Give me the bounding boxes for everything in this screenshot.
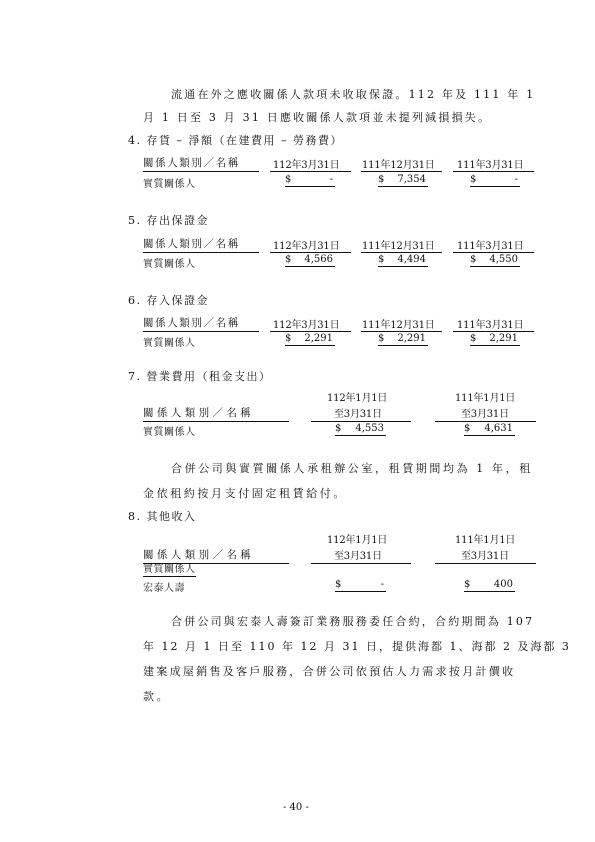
section-7-note-line-1: 合併公司與實質關係人承租辦公室，租賃期間均為 1 年，租 — [171, 462, 533, 475]
amount: 4,631 — [484, 423, 513, 434]
section-4-col-3-header: 111年3月31日 — [457, 160, 524, 171]
amount: 2,291 — [489, 333, 518, 344]
amount: 4,566 — [304, 254, 333, 265]
section-5-header-rule — [143, 252, 259, 253]
section-4-value-3 — [470, 173, 520, 187]
section-7-header-rule — [143, 421, 289, 422]
currency-symbol: $ — [285, 174, 292, 185]
section-5-header-label: 關係人類別／名稱 — [143, 238, 240, 250]
intro-line-1: 流通在外之應收關係人款項未收取保證。112 年及 111 年 1 — [171, 88, 536, 101]
section-8-note-line-4: 款。 — [143, 690, 171, 703]
section-4-col-2-rule — [361, 171, 442, 172]
section-6-title: 6. 存入保證金 — [128, 294, 209, 307]
section-8-value-2 — [464, 578, 515, 592]
section-6-value-1 — [285, 332, 335, 346]
section-8-col-1-header-line-2: 至3月31日 — [334, 551, 382, 562]
section-7-col-1-header-line-2: 至3月31日 — [334, 409, 382, 420]
section-4-header-rule — [143, 171, 259, 172]
section-5-col-3-header: 111年3月31日 — [457, 241, 524, 252]
section-7-col-2-header-line-2: 至3月31日 — [461, 409, 509, 420]
section-5-value-3 — [470, 253, 520, 267]
section-8-col-1-header-line-1: 112年1月1日 — [327, 535, 388, 546]
section-7-header-label: 關係人類別／名稱 — [143, 407, 255, 419]
section-8-header-label: 關係人類別／名稱 — [143, 549, 255, 561]
currency-symbol: $ — [335, 423, 342, 434]
currency-symbol: $ — [335, 579, 342, 590]
currency-symbol: $ — [470, 174, 477, 185]
page-number: - 40 - — [283, 802, 309, 813]
amount: - — [380, 579, 384, 590]
currency-symbol: $ — [378, 174, 385, 185]
amount: 2,291 — [397, 333, 426, 344]
section-8-value-1 — [335, 578, 386, 592]
section-8-title: 8. 其他收入 — [128, 510, 197, 523]
section-7-col-2-header-line-1: 111年1月1日 — [455, 393, 516, 404]
amount: - — [329, 174, 333, 185]
section-5-col-1-header: 112年3月31日 — [273, 241, 340, 252]
section-5-title: 5. 存出保證金 — [128, 214, 209, 227]
amount: 4,553 — [355, 423, 384, 434]
currency-symbol: $ — [470, 333, 477, 344]
amount: - — [514, 174, 518, 185]
section-8-col-2-header-line-2: 至3月31日 — [461, 551, 509, 562]
currency-symbol: $ — [464, 423, 471, 434]
section-8-col-2-header-line-1: 111年1月1日 — [455, 535, 516, 546]
section-8-note-line-2: 年 12 月 1 日至 110 年 12 月 31 日，提供海都 1、海都 2 及海都 3 — [143, 640, 571, 653]
section-6-header-rule — [143, 331, 259, 332]
section-5-col-2-header: 111年12月31日 — [362, 241, 435, 252]
section-4-header-label: 關係人類別／名稱 — [143, 157, 240, 169]
section-6-col-1-header: 112年3月31日 — [273, 320, 340, 331]
currency-symbol: $ — [378, 333, 385, 344]
section-8-col-2-rule — [435, 563, 536, 564]
section-4-col-1-rule — [270, 171, 351, 172]
section-6-col-3-header: 111年3月31日 — [457, 320, 524, 331]
section-7-row-label: 實質關係人 — [143, 427, 196, 438]
currency-symbol: $ — [378, 254, 385, 265]
section-8-col-1-rule — [311, 563, 411, 564]
section-4-title: 4. 存貨 – 淨額（在建費用 – 勞務費） — [128, 134, 343, 147]
section-7-col-1-header-line-1: 112年1月1日 — [327, 393, 388, 404]
section-4-value-2 — [378, 173, 428, 187]
section-7-value-2 — [464, 422, 515, 436]
currency-symbol: $ — [470, 254, 477, 265]
intro-line-2: 月 1 日至 3 月 31 日應收關係人款項並未提列減損損失。 — [143, 111, 492, 124]
section-8-row-label: 宏泰人壽 — [143, 583, 185, 594]
section-6-col-2-header: 111年12月31日 — [362, 320, 435, 331]
section-4-col-2-header: 111年12月31日 — [362, 160, 435, 171]
amount: 400 — [493, 579, 513, 590]
section-4-col-3-rule — [453, 171, 534, 172]
section-6-header-label: 關係人類別／名稱 — [143, 317, 240, 329]
section-8-note-line-3: 建案成屋銷售及客戶服務，合併公司依預估人力需求按月計價收 — [143, 665, 516, 678]
currency-symbol: $ — [285, 254, 292, 265]
section-4-row-label: 實質關係人 — [143, 179, 196, 190]
section-8-note-line-1: 合併公司與宏泰人壽簽訂業務服務委任合約，合約期間為 107 — [171, 615, 535, 628]
section-7-value-1 — [335, 422, 386, 436]
section-4-col-1-header: 112年3月31日 — [273, 160, 340, 171]
amount: 4,550 — [489, 254, 518, 265]
section-5-value-1 — [285, 253, 335, 267]
section-4-value-1 — [285, 173, 335, 187]
currency-symbol: $ — [285, 333, 292, 344]
section-6-value-3 — [470, 332, 520, 346]
currency-symbol: $ — [464, 579, 471, 590]
section-5-value-2 — [378, 253, 428, 267]
amount: 4,494 — [397, 254, 426, 265]
section-5-row-label: 實質關係人 — [143, 259, 196, 270]
section-8-group-label: 實質關係人 — [143, 564, 196, 575]
amount: 2,291 — [304, 333, 333, 344]
section-7-note-line-2: 金依租約按月支付固定租賃給付。 — [143, 487, 347, 500]
section-6-row-label: 實質關係人 — [143, 338, 196, 349]
section-6-value-2 — [378, 332, 428, 346]
section-7-title: 7. 營業費用（租金支出） — [128, 370, 272, 383]
amount: 7,354 — [397, 174, 426, 185]
